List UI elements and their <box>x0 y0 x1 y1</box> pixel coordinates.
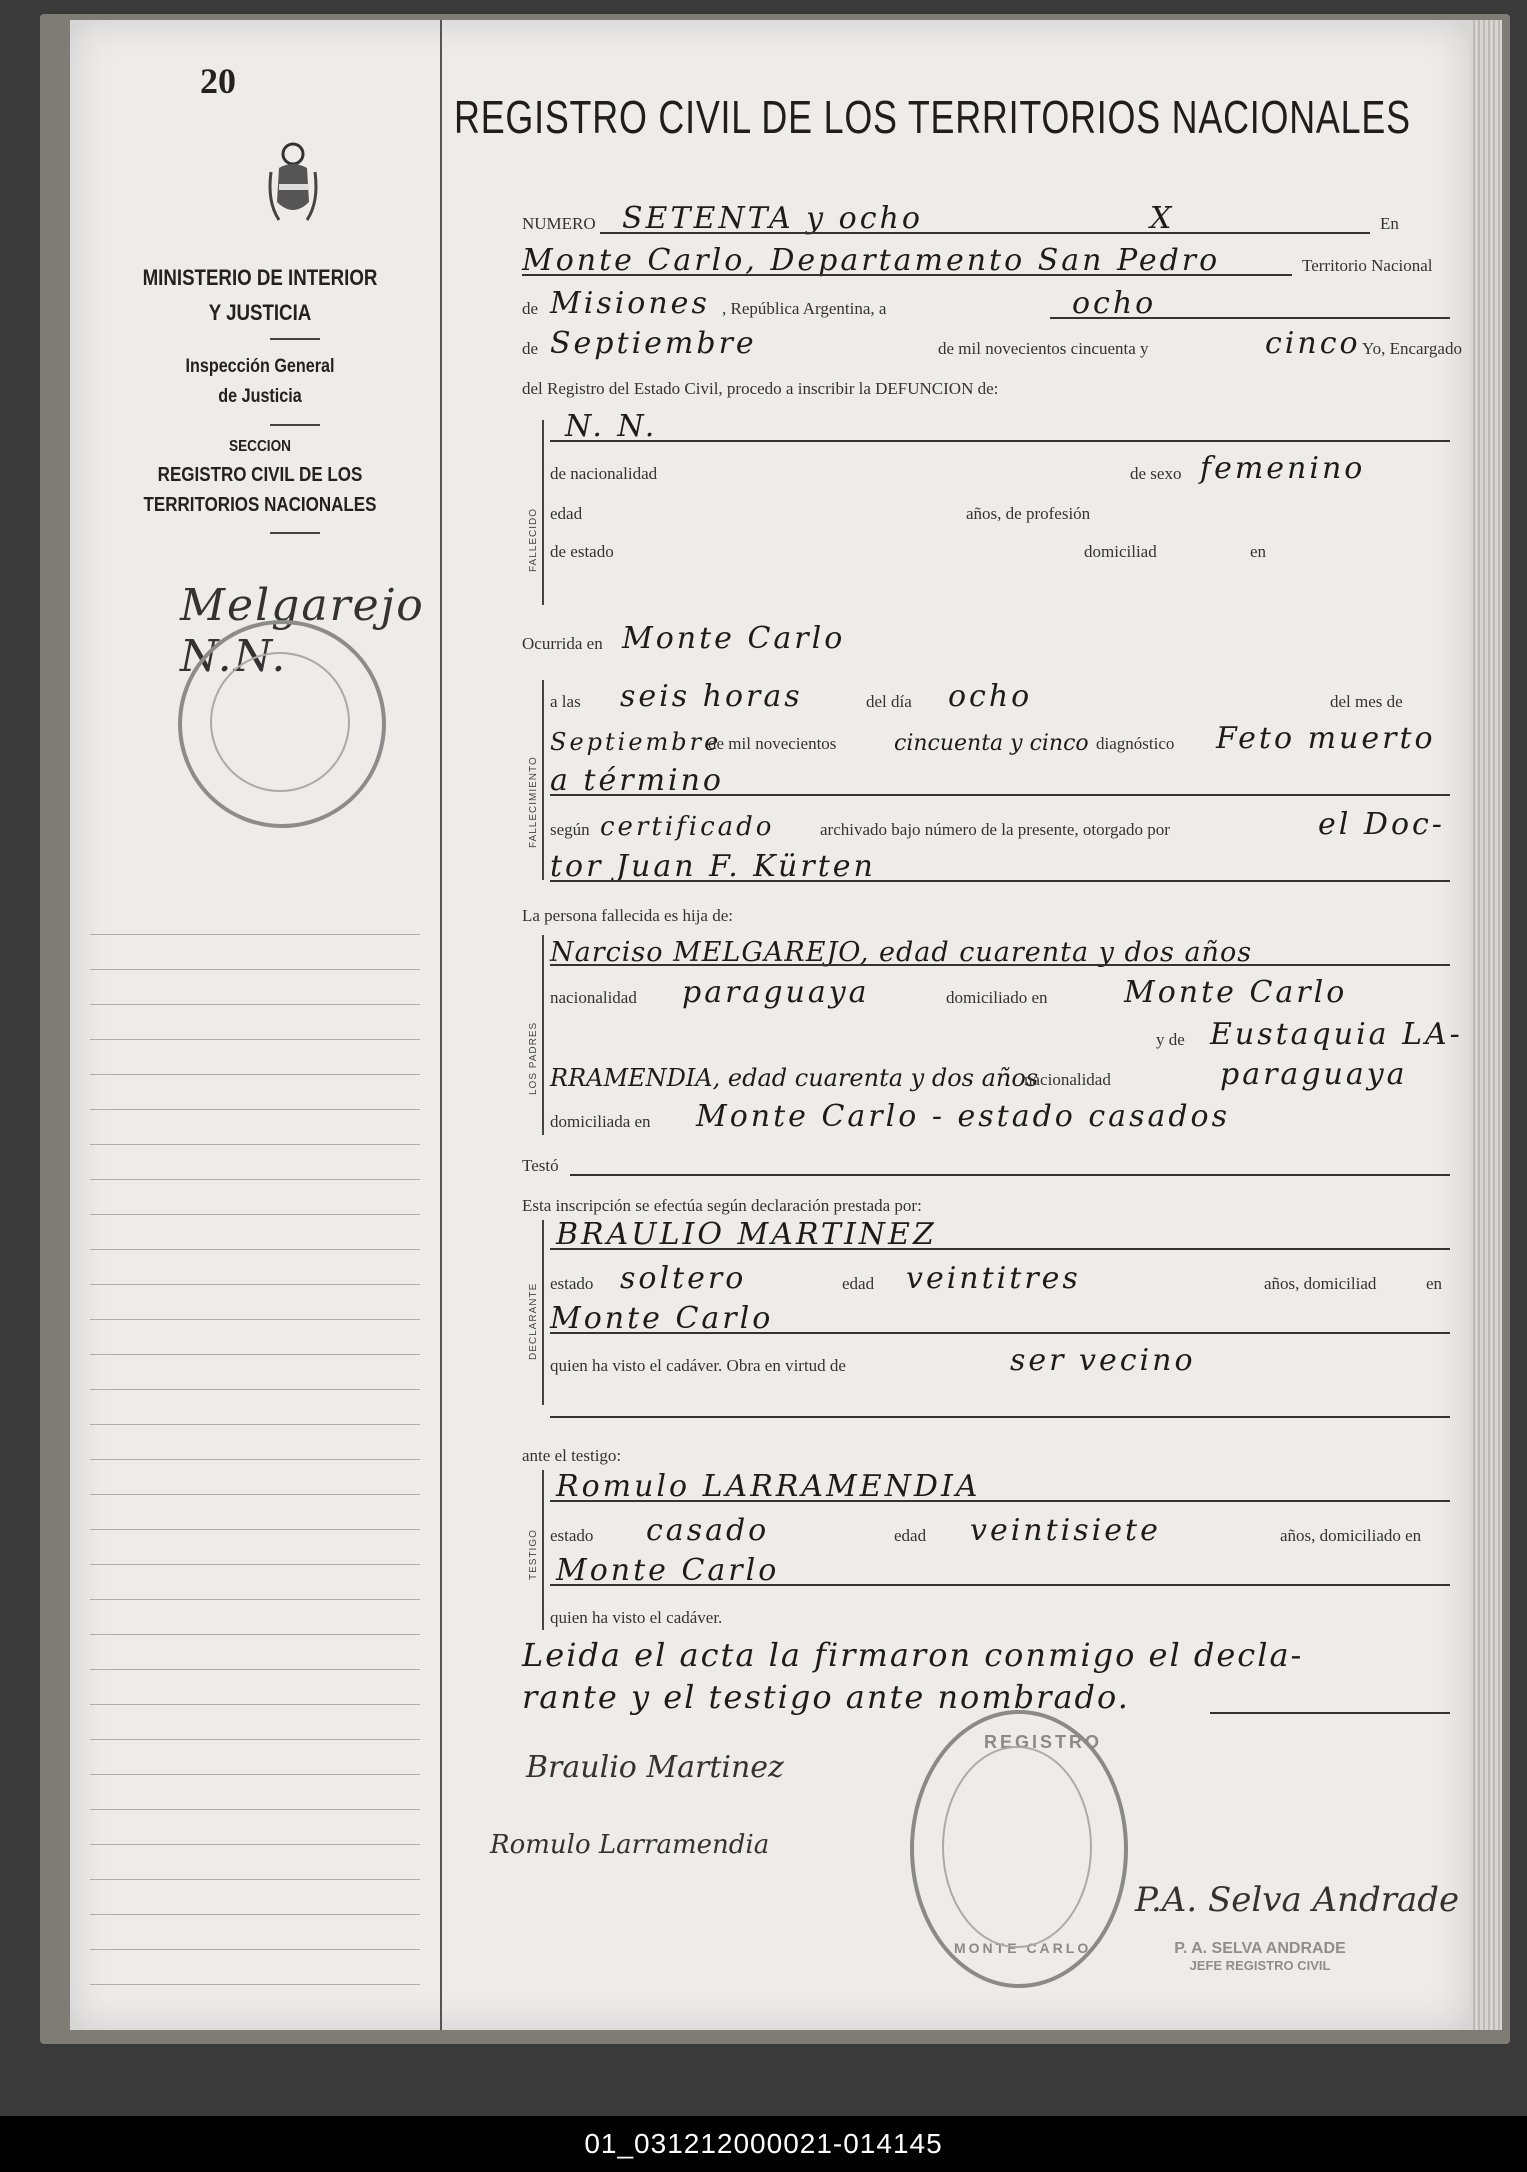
label-edad-2: edad <box>842 1274 875 1293</box>
hw-madre-nac: paraguaya <box>1220 1057 1408 1092</box>
hw-mes: Septiembre <box>550 326 757 361</box>
signature-declarante: Braulio Martinez <box>526 1750 784 1785</box>
registry-stamp <box>910 1710 1128 1988</box>
label-declaracion: Esta inscripción se efectúa según declaración prestada por: <box>522 1196 922 1215</box>
hw-cierre-2: rante y el testigo ante nombrado. <box>522 1678 1130 1716</box>
registry-stamp-left <box>178 620 386 828</box>
label-testigo: ante el testigo: <box>522 1446 622 1465</box>
label-edad-3: edad <box>894 1526 927 1545</box>
label-estado: de estado <box>550 542 614 561</box>
margin-column <box>70 20 442 2030</box>
rule <box>522 274 1292 276</box>
label-nacionalidad-2: nacionalidad <box>550 988 637 1007</box>
hw-padre: Narciso MELGAREJO, edad cuarenta y dos años <box>550 937 1253 968</box>
label-testo: Testó <box>522 1156 559 1175</box>
hw-test-estado: casado <box>646 1513 770 1548</box>
section-label: SECCION <box>229 438 291 455</box>
label-anosdom-2: años, domiciliado en <box>1280 1526 1422 1545</box>
label-en-3: en <box>1426 1274 1443 1293</box>
hw-anio-2: cincuenta y cinco <box>894 731 1089 756</box>
label-en-2: en <box>1250 542 1267 561</box>
label-de-2: de <box>522 339 539 358</box>
hw-padre-nac: paraguaya <box>682 975 870 1010</box>
section-fallecimiento: FALLECIMIENTO <box>528 756 539 848</box>
hw-diag: Feto muerto <box>1216 721 1436 756</box>
section-fallecido: FALLECIDO <box>528 507 539 572</box>
rule <box>570 1174 1450 1176</box>
ministry-name-2: Y JUSTICIA <box>208 300 312 325</box>
label-deldia: del día <box>866 692 912 711</box>
hw-testigo: Romulo LARRAMENDIA <box>556 1469 981 1504</box>
section-name: REGISTRO CIVIL DE LOS <box>157 464 363 486</box>
hw-provincia: Misiones <box>550 286 710 321</box>
label-domiciliada: domiciliada en <box>550 1112 651 1131</box>
label-estado-2: estado <box>550 1274 594 1293</box>
hw-cierre-1: Leida el acta la firmaron conmigo el decla- <box>522 1636 1304 1674</box>
rule <box>1210 1712 1450 1714</box>
hw-test-dom: Monte Carlo <box>556 1553 780 1588</box>
hw-mark: X <box>1150 201 1175 236</box>
label-republica: , República Argentina, a <box>722 299 887 318</box>
divider <box>270 338 320 340</box>
label-estado-3: estado <box>550 1526 594 1545</box>
rule <box>550 1584 1450 1586</box>
folio-number: 20 <box>200 61 236 101</box>
label-yo: Yo, Encargado <box>1362 339 1462 358</box>
label-quien-2: quien ha visto el cadáver. <box>550 1608 723 1627</box>
hw-madre-2: RRAMENDIA, edad cuarenta y dos años <box>550 1064 1039 1092</box>
official-seal-text <box>1130 1940 1390 1973</box>
hw-dia: ocho <box>1072 286 1157 321</box>
hw-hora: seis horas <box>620 679 803 714</box>
margin-annotation: Melgarejo N.N. <box>180 580 425 682</box>
register-page <box>70 20 1470 2030</box>
hw-anio: cinco <box>1265 326 1361 361</box>
hw-nombre: N. N. <box>565 409 658 444</box>
label-sexo: de sexo <box>1130 464 1182 483</box>
rule <box>550 794 1450 796</box>
label-segun: según <box>550 820 590 839</box>
label-nacionalidad: de nacionalidad <box>550 464 658 483</box>
hw-padre-dom: Monte Carlo <box>1124 975 1348 1010</box>
label-alas: a las <box>550 692 581 711</box>
label-anosdom: años, domiciliad <box>1264 1274 1377 1293</box>
hw-decl-dom: Monte Carlo <box>550 1301 774 1336</box>
label-de: de <box>522 299 539 318</box>
hw-cert: certificado <box>600 812 775 842</box>
rule <box>1050 317 1450 319</box>
stamp-bottom-text: MONTE CARLO <box>954 1940 1092 1956</box>
label-domiciliado: domiciliado en <box>946 988 1048 1007</box>
section-declarante: DECLARANTE <box>528 1282 539 1360</box>
rule <box>550 1500 1450 1502</box>
inspection-label: Inspección General <box>185 356 335 377</box>
page-title: REGISTRO CIVIL DE LOS TERRITORIOS NACIONALES <box>454 91 1411 143</box>
hw-doctor: el Doc- <box>1318 807 1445 842</box>
label-profesion: años, de profesión <box>966 504 1091 523</box>
hw-diag-2: a término <box>550 763 724 798</box>
label-delmes: del mes de <box>1330 692 1403 711</box>
signature-officer: P.A. Selva Andrade <box>1135 1880 1460 1920</box>
inspection-label-2: de Justicia <box>218 386 302 407</box>
page-edges <box>1470 20 1502 2030</box>
rule <box>550 1416 1450 1418</box>
label-milnov: de mil novecientos <box>708 734 837 753</box>
label-mil: de mil novecientos cincuenta y <box>938 339 1149 358</box>
divider <box>270 424 320 426</box>
label-domiciliad: domiciliad <box>1084 542 1157 561</box>
label-archivado: archivado bajo número de la presente, otorgado por <box>820 820 1170 839</box>
hw-doctor-2: tor Juan F. Kürten <box>550 849 876 884</box>
hw-madre-dom: Monte Carlo - estado casados <box>696 1099 1231 1134</box>
label-nacionalidad-3: nacionalidad <box>1024 1070 1111 1089</box>
rule <box>550 1332 1450 1334</box>
ruled-lines <box>90 900 420 2000</box>
rule <box>550 440 1450 442</box>
hw-declarante: BRAULIO MARTINEZ <box>556 1217 937 1252</box>
hw-dia-2: ocho <box>948 679 1033 714</box>
ministry-name: MINISTERIO DE INTERIOR <box>142 265 378 290</box>
image-caption: 01_031212000021-014145 <box>0 2116 1527 2172</box>
hw-decl-estado: soltero <box>620 1261 747 1296</box>
rule <box>550 1248 1450 1250</box>
hw-decl-edad: veintitres <box>906 1261 1081 1296</box>
label-ocurrida: Ocurrida en <box>522 634 603 653</box>
official-title: JEFE REGISTRO CIVIL <box>1189 1958 1331 1973</box>
label-en: En <box>1380 214 1399 233</box>
rule <box>550 880 1450 882</box>
section-testigo: TESTIGO <box>528 1529 539 1580</box>
label-quien: quien ha visto el cadáver. Obra en virtud de <box>550 1356 846 1375</box>
hw-mes-2: Septiembre <box>550 728 722 756</box>
label-numero: NUMERO <box>522 214 596 233</box>
label-edad: edad <box>550 504 583 523</box>
section-padres: LOS PADRES <box>528 1021 539 1095</box>
hw-lugar: Monte Carlo, Departamento San Pedro <box>522 243 1221 278</box>
hw-decl-obra: ser vecino <box>1010 1343 1196 1378</box>
rule <box>600 232 1370 234</box>
official-name: P. A. SELVA ANDRADE <box>1174 1940 1346 1957</box>
label-diagnostico: diagnóstico <box>1096 734 1175 753</box>
hw-sexo: femenino <box>1200 451 1366 486</box>
signature-testigo: Romulo Larramendia <box>490 1830 770 1860</box>
section-name-2: TERRITORIOS NACIONALES <box>143 494 377 516</box>
label-yde: y de <box>1156 1030 1185 1049</box>
divider <box>270 532 320 534</box>
label-territorio: Territorio Nacional <box>1302 256 1433 275</box>
form-body <box>450 20 1463 2030</box>
label-registro: del Registro del Estado Civil, procedo a inscribir la DEFUNCION de: <box>522 379 999 398</box>
hw-madre: Eustaquia LA- <box>1210 1017 1463 1052</box>
hw-numero: SETENTA y ocho <box>622 201 923 236</box>
hw-test-edad: veintisiete <box>970 1513 1161 1548</box>
rule <box>550 964 1450 966</box>
hw-ocurrida: Monte Carlo <box>622 621 846 656</box>
label-hija: La persona fallecida es hija de: <box>522 906 733 925</box>
coat-of-arms-icon <box>265 132 321 242</box>
stamp-top-text: REGISTRO <box>984 1732 1103 1752</box>
